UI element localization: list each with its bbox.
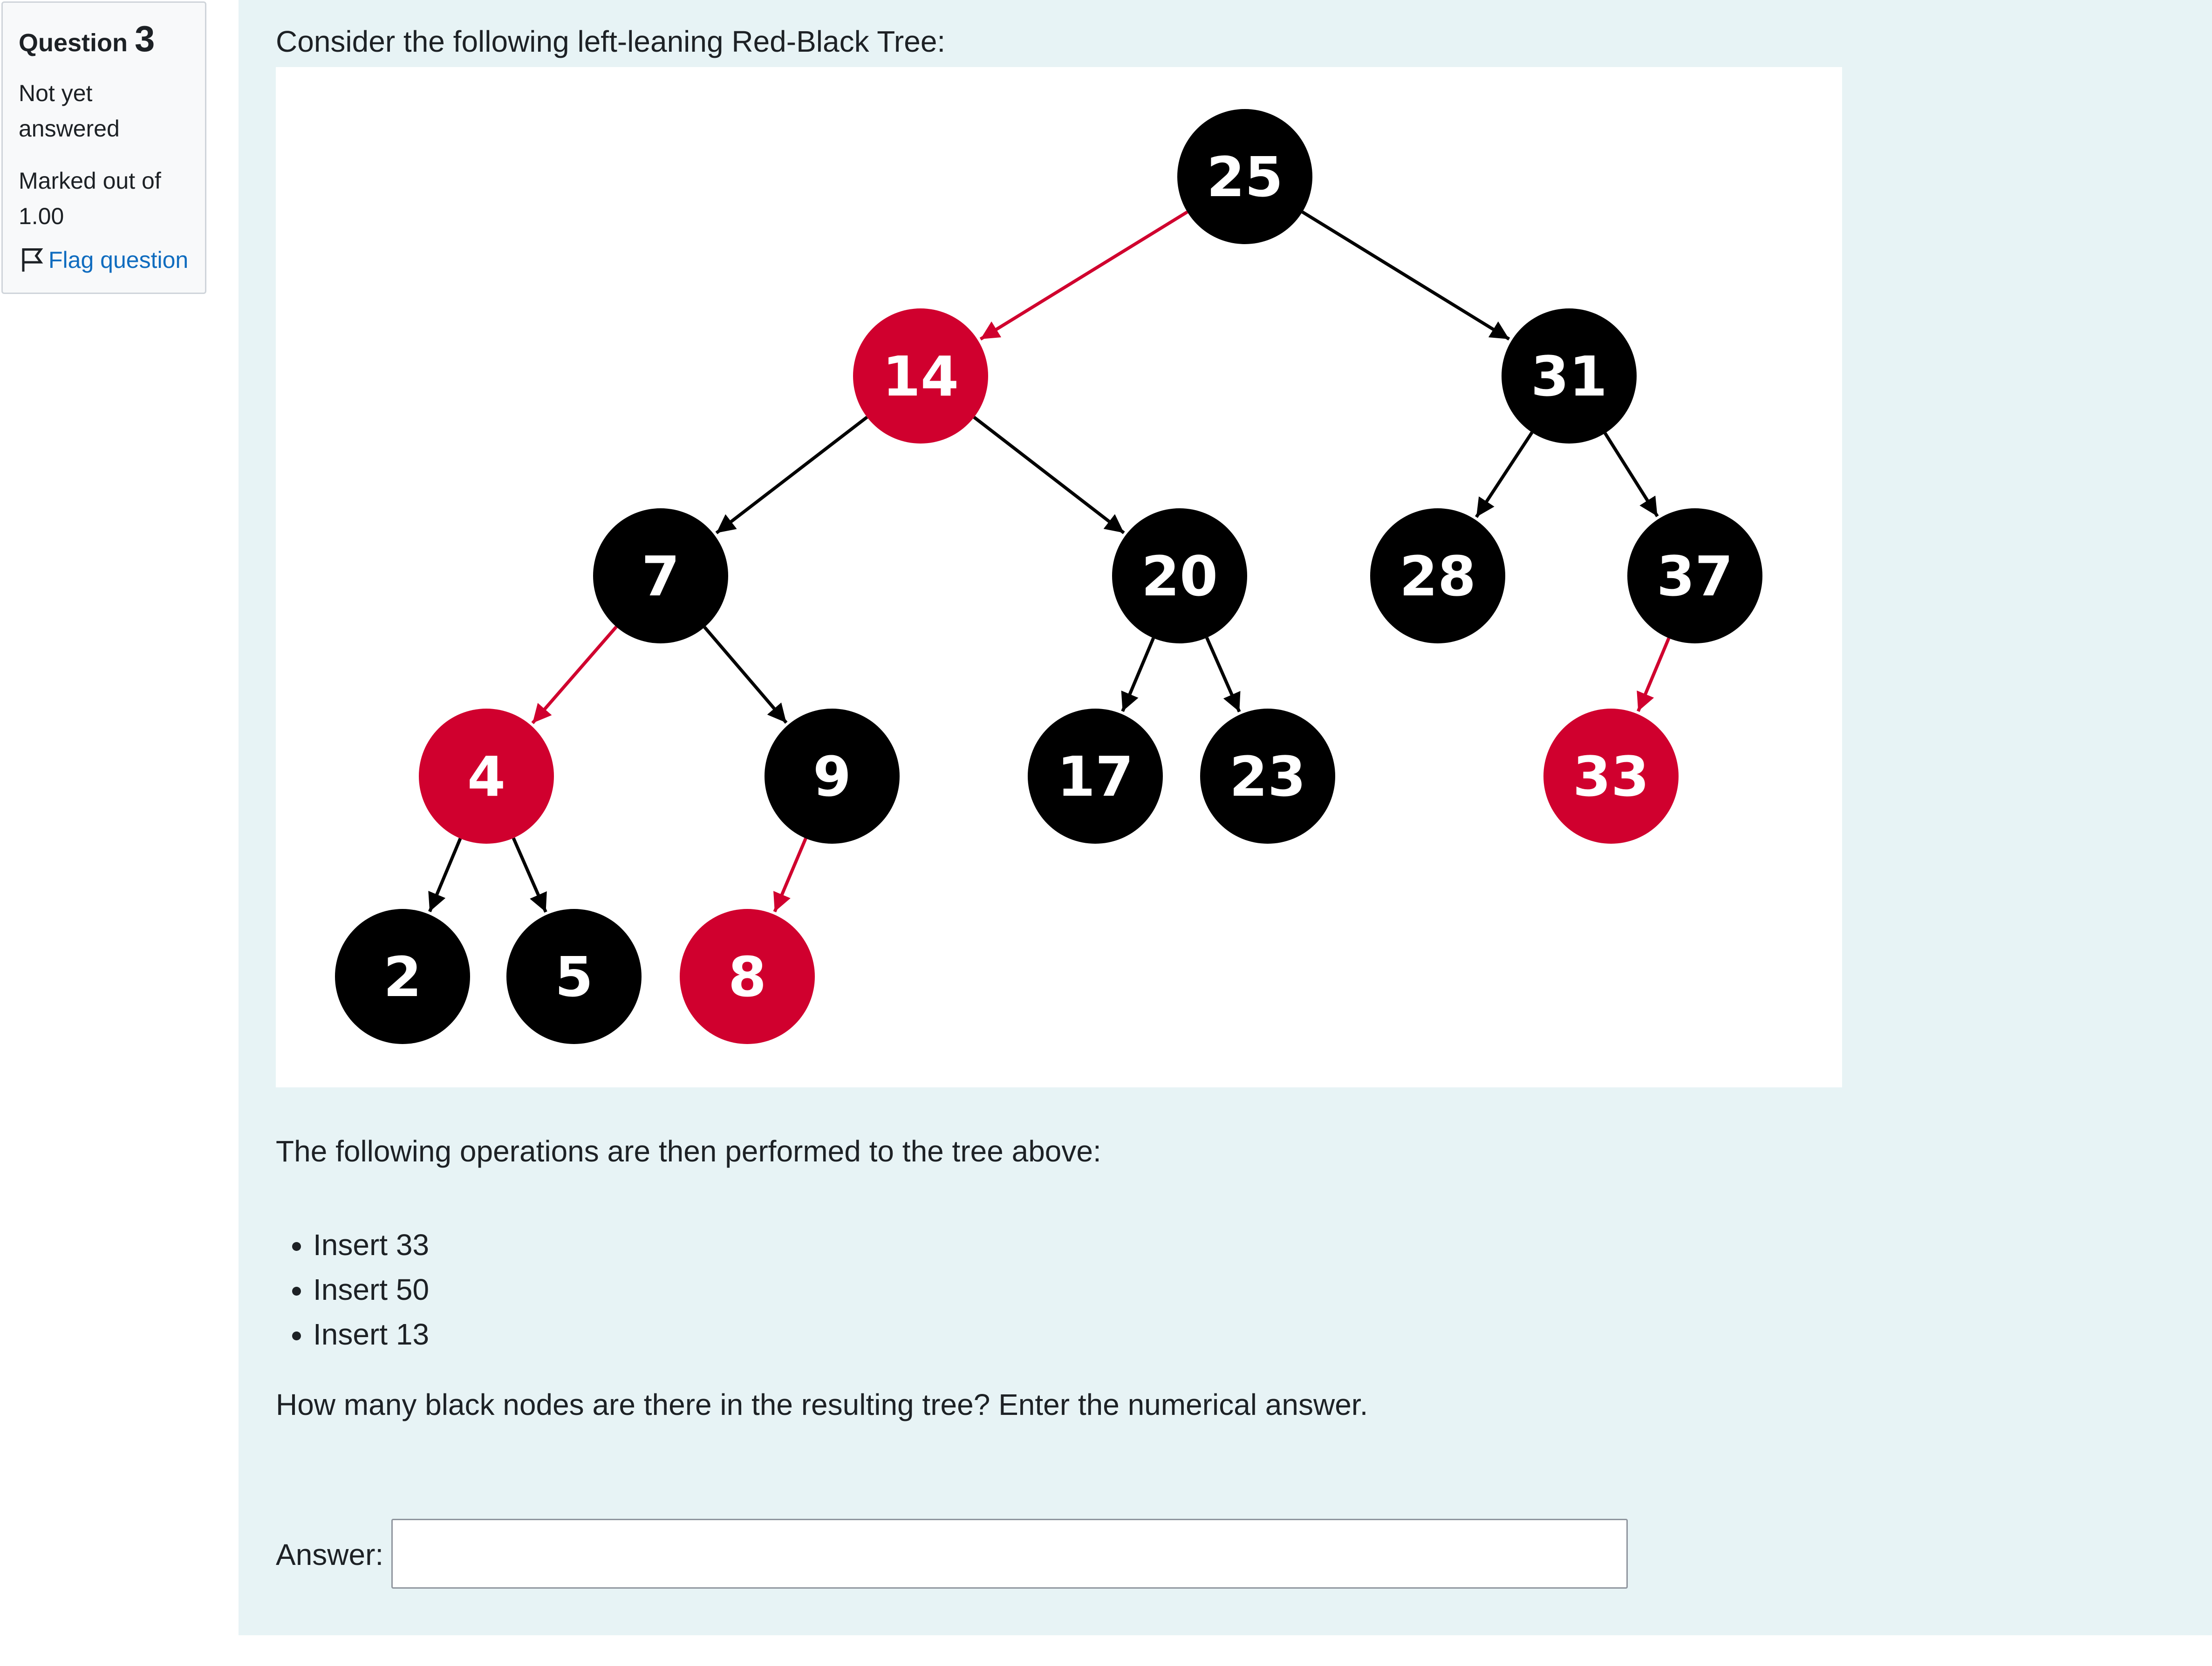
tree-node-label: 33 xyxy=(1572,744,1650,809)
tree-node-7 xyxy=(593,508,728,643)
tree-node-label: 28 xyxy=(1399,544,1476,608)
question-number-value: 3 xyxy=(135,18,155,59)
tree-node-label: 2 xyxy=(383,945,422,1009)
edge-4-5 xyxy=(513,838,546,912)
tree-node-9 xyxy=(765,709,900,844)
flag-question-link[interactable] xyxy=(19,246,205,274)
edge-25-31 xyxy=(1303,212,1509,339)
operation-item: • Insert 50 xyxy=(313,1267,429,1312)
answer-label: Answer: xyxy=(276,1538,384,1571)
tree-node-label: 31 xyxy=(1530,344,1608,409)
operations-intro: The following operations are then performed to the tree above: xyxy=(276,1134,1101,1168)
edge-25-14 xyxy=(981,212,1188,339)
tree-figure xyxy=(276,67,1842,1087)
question-text: How many black nodes are there in the resulting tree? Enter the numerical answer. xyxy=(276,1388,1368,1421)
edge-14-20 xyxy=(974,417,1124,533)
tree-node-label: 8 xyxy=(728,945,767,1009)
tree-node-label: 14 xyxy=(882,344,959,409)
edge-31-37 xyxy=(1605,433,1657,516)
tree-node-5 xyxy=(506,909,642,1044)
tree-node-37 xyxy=(1627,508,1762,643)
flag-icon xyxy=(19,246,47,274)
edge-37-33 xyxy=(1638,638,1669,711)
tree-node-23 xyxy=(1200,709,1335,844)
tree-node-20 xyxy=(1112,508,1247,643)
edge-31-28 xyxy=(1476,432,1532,517)
edge-7-4 xyxy=(533,627,616,723)
tree-node-label: 4 xyxy=(467,744,506,809)
question-state: Not yet answered xyxy=(19,80,120,142)
edge-4-2 xyxy=(430,839,460,912)
edge-9-8 xyxy=(775,839,806,912)
question-grade: Marked out of 1.00 xyxy=(19,168,161,229)
tree-node-4 xyxy=(419,709,554,844)
tree-node-31 xyxy=(1502,308,1637,444)
question-content xyxy=(239,0,2212,1635)
tree-node-17 xyxy=(1028,709,1163,844)
tree-node-label: 7 xyxy=(641,544,680,608)
tree-node-label: 23 xyxy=(1229,744,1306,809)
question-info-panel xyxy=(1,1,206,294)
edge-7-9 xyxy=(704,627,786,723)
tree-node-28 xyxy=(1370,508,1505,643)
tree-node-25 xyxy=(1177,109,1312,244)
edge-20-23 xyxy=(1207,638,1239,712)
answer-input[interactable] xyxy=(391,1519,1628,1589)
tree-node-label: 5 xyxy=(554,945,594,1009)
tree-node-2 xyxy=(335,909,470,1044)
tree-node-label: 20 xyxy=(1141,544,1218,608)
edge-20-17 xyxy=(1123,638,1154,711)
tree-node-label: 17 xyxy=(1057,744,1134,809)
tree-node-label: 37 xyxy=(1656,544,1734,608)
edge-14-7 xyxy=(717,417,867,533)
tree-node-label: 9 xyxy=(812,744,852,809)
operations-list xyxy=(276,1222,429,1357)
question-number xyxy=(19,20,205,57)
tree-node-33 xyxy=(1543,709,1679,844)
question-number-label: Question xyxy=(19,29,128,57)
red-black-tree-diagram xyxy=(276,67,1842,1087)
operation-item: • Insert 13 xyxy=(313,1312,429,1357)
operation-item: • Insert 33 xyxy=(313,1222,429,1267)
tree-node-8 xyxy=(680,909,815,1044)
tree-node-14 xyxy=(853,308,988,444)
flag-question-label[interactable]: Flag question xyxy=(48,247,189,273)
tree-node-label: 25 xyxy=(1206,145,1284,209)
question-prompt: Consider the following left-leaning Red-Black Tree: xyxy=(276,25,946,58)
